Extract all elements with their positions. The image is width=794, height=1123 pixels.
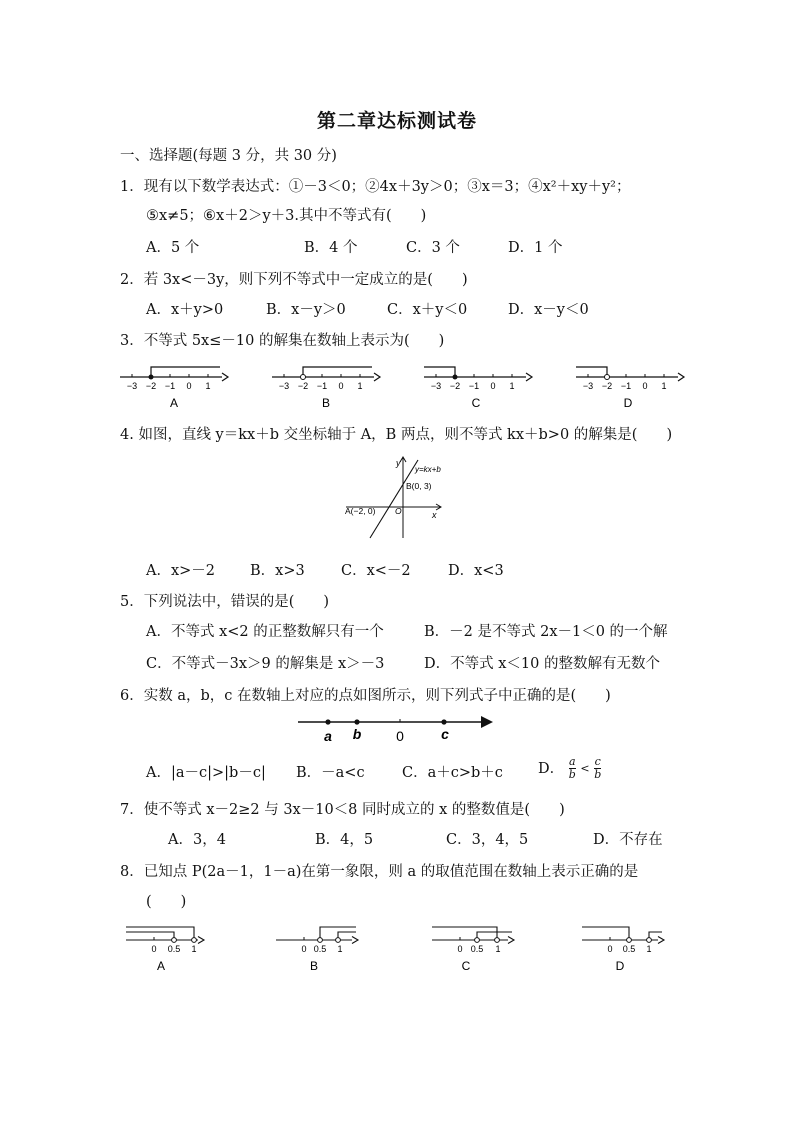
q8-numberline-a <box>126 927 204 973</box>
tick-label: 1 <box>495 944 501 954</box>
option-label: A <box>156 959 166 973</box>
q4-option-b: B．x>3 <box>250 563 305 579</box>
q3-number-lines <box>0 355 794 415</box>
tick-label: 1 <box>205 381 211 391</box>
tick-label: 0 <box>607 944 613 954</box>
option-label: C <box>461 959 471 973</box>
denominator: b <box>568 768 576 781</box>
q1-option-b: B．4 个 <box>304 240 358 256</box>
tick-label: 1 <box>661 381 667 391</box>
q8-number-lines <box>0 920 794 976</box>
tick-label: −3 <box>430 381 442 391</box>
tick-label: 0 <box>151 944 157 954</box>
denominator: b <box>594 768 602 781</box>
q4-option-c: C．x<－2 <box>341 563 411 579</box>
option-label: C <box>471 396 481 410</box>
q6-number-line <box>295 710 505 746</box>
tick-label: 1 <box>191 944 197 954</box>
tick-label: 0 <box>457 944 463 954</box>
tick-label: −1 <box>164 381 176 391</box>
tick-label: 0 <box>186 381 192 391</box>
q3-numberline-c <box>424 367 532 410</box>
tick-label: 0 <box>301 944 307 954</box>
q5-option-c: C．不等式－3x＞9 的解集是 x＞－3 <box>146 656 385 672</box>
q6-option-b: B．－a<c <box>296 765 365 781</box>
section-heading: 一、选择题(每题 3 分，共 30 分) <box>120 148 337 164</box>
q2-option-a: A．x＋y>0 <box>146 302 224 318</box>
q6-option-a: A．|a－c|>|b－c| <box>146 765 266 781</box>
q2-option-d: D．x－y＜0 <box>508 302 589 318</box>
point-c-label: c <box>441 726 449 742</box>
numerator: a <box>568 755 576 768</box>
q5-stem: 5．下列说法中，错误的是( ) <box>120 594 330 610</box>
q7-option-b: B．4，5 <box>315 832 374 848</box>
tick-label: −2 <box>297 381 309 391</box>
q3-numberline-d <box>576 367 684 410</box>
q7-option-a: A．3，4 <box>168 832 226 848</box>
q5-option-b: B．－2 是不等式 2x－1＜0 的一个解 <box>424 624 668 640</box>
option-label: D <box>623 396 633 410</box>
q1-option-a: A．5 个 <box>146 240 200 256</box>
tick-label: −2 <box>449 381 461 391</box>
tick-label: 0.5 <box>622 944 636 954</box>
q6-option-c: C．a＋c>b＋c <box>402 765 503 781</box>
tick-label: 0 <box>642 381 648 391</box>
q1-stem-line1: 1．现有以下数学表达式：①－3＜0；②4x＋3y＞0；③x＝3；④x²＋xy＋y²； <box>120 179 631 195</box>
tick-label: −3 <box>126 381 138 391</box>
page-title: 第二章达标测试卷 <box>316 110 477 132</box>
option-label: B <box>309 959 319 973</box>
q7-stem: 7．使不等式 x－2≥2 与 3x－10＜8 同时成立的 x 的整数值是( ) <box>120 802 565 818</box>
point-b-label: b <box>352 726 362 742</box>
tick-label: −1 <box>468 381 480 391</box>
numerator: c <box>594 755 601 768</box>
option-label: D <box>615 959 625 973</box>
tick-label: −2 <box>601 381 613 391</box>
tick-label: 0 <box>338 381 344 391</box>
option-prefix: D． <box>538 760 565 777</box>
tick-label: −3 <box>582 381 594 391</box>
option-label: A <box>169 396 179 410</box>
q2-stem: 2．若 3x<－3y，则下列不等式中一定成立的是( ) <box>120 272 468 288</box>
tick-label: 1 <box>646 944 652 954</box>
point-a-label: a <box>324 728 332 744</box>
x-axis-label: x <box>432 510 437 520</box>
fraction-c-over-b <box>594 756 601 781</box>
origin-label: O <box>395 506 402 516</box>
point-a-label: A(−2, 0) <box>345 506 376 516</box>
q4-stem: 4. 如图，直线 y＝kx＋b 交坐标轴于 A，B 两点，则不等式 kx＋b>0 的解集是( ) <box>120 427 673 443</box>
tick-label: 0.5 <box>167 944 181 954</box>
q8-numberline-c <box>432 927 514 973</box>
q7-option-c: C．3，4，5 <box>446 832 529 848</box>
q1-option-d: D．1 个 <box>508 240 563 256</box>
q7-option-d: D．不存在 <box>593 832 663 848</box>
q1-option-c: C．3 个 <box>406 240 460 256</box>
q4-line-graph <box>340 452 460 542</box>
tick-label: −2 <box>145 381 157 391</box>
q3-numberline-b <box>272 367 380 410</box>
tick-label: 0 <box>490 381 496 391</box>
q6-stem: 6．实数 a，b，c 在数轴上对应的点如图所示，则下列式子中正确的是( ) <box>120 688 611 704</box>
q8-answer-paren: ( ) <box>146 894 187 910</box>
tick-label: 0.5 <box>313 944 327 954</box>
origin-label: 0 <box>396 728 404 744</box>
q4-option-a: A．x>－2 <box>146 563 216 579</box>
line-label: y=kx+b <box>415 465 441 474</box>
q5-option-d: D．不等式 x＜10 的整数解有无数个 <box>424 656 660 672</box>
tick-label: 1 <box>357 381 363 391</box>
tick-label: −1 <box>316 381 328 391</box>
q8-stem: 8．已知点 P(2a－1，1－a)在第一象限，则 a 的取值范围在数轴上表示正确的是 <box>120 864 639 880</box>
q3-stem: 3．不等式 5x≤－10 的解集在数轴上表示为( ) <box>120 333 445 349</box>
q6-option-d <box>538 756 601 781</box>
y-axis-label: y <box>396 458 401 468</box>
point-b-label: B(0, 3) <box>406 481 432 491</box>
q5-option-a: A．不等式 x<2 的正整数解只有一个 <box>146 624 384 640</box>
q8-numberline-b <box>276 927 358 973</box>
q8-numberline-d <box>582 927 664 973</box>
tick-label: −3 <box>278 381 290 391</box>
fraction-a-over-b <box>569 756 576 781</box>
tick-label: 1 <box>337 944 343 954</box>
option-label: B <box>321 396 331 410</box>
tick-label: 1 <box>509 381 515 391</box>
q4-option-d: D．x<3 <box>448 563 504 579</box>
q1-stem-line2: ⑤x≠5；⑥x＋2＞y＋3.其中不等式有( ) <box>146 208 427 224</box>
tick-label: 0.5 <box>470 944 484 954</box>
q2-option-b: B．x－y＞0 <box>266 302 346 318</box>
less-than-sign: < <box>580 761 590 775</box>
q2-option-c: C．x＋y＜0 <box>387 302 468 318</box>
tick-label: −1 <box>620 381 632 391</box>
q3-numberline-a <box>120 367 228 410</box>
